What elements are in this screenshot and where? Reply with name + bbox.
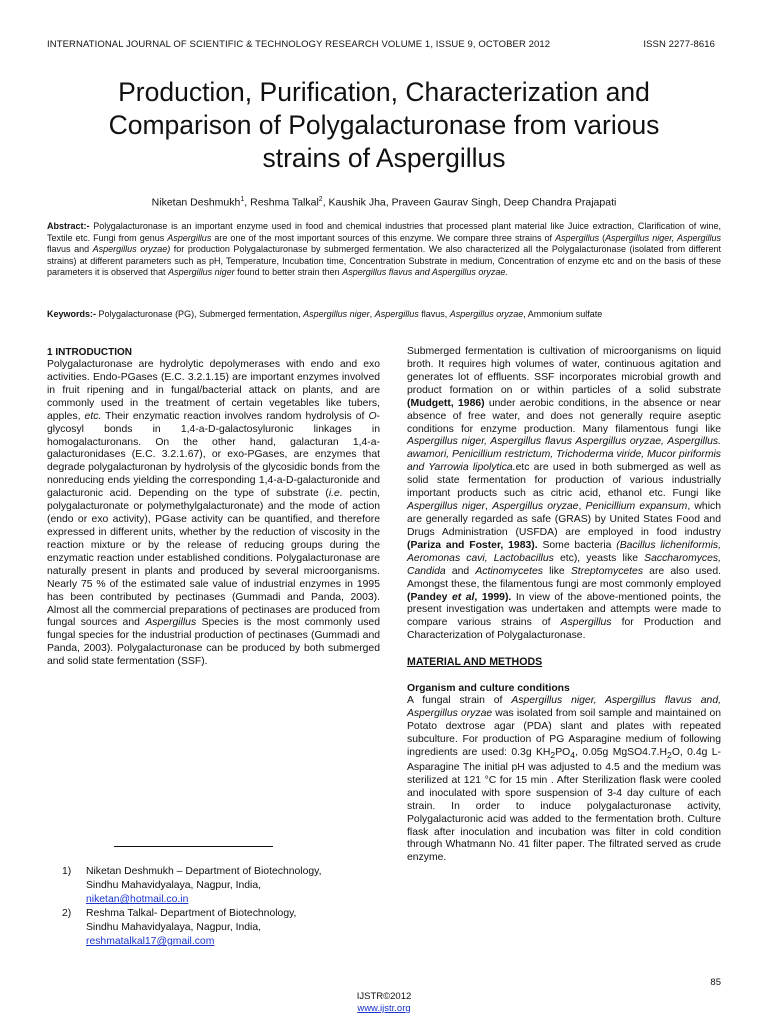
- keywords-label: Keywords:-: [47, 309, 97, 319]
- body-text: ,: [485, 501, 493, 513]
- citation: (Mudgett, 1986): [407, 397, 485, 409]
- citation-text: (Pandey: [407, 591, 452, 603]
- keywords-text: Aspergillus: [374, 309, 419, 319]
- body-text: Their enzymatic reaction involves random hydrolysis of: [101, 410, 369, 422]
- body-text: Aspergillus oryzae: [492, 501, 579, 513]
- body-text: was isolated from soil sample and maintained on Potato dextrose agar (PDA) slant and plates with repeated subculture. For production of PG Asparagine medium of following ingredients are used: 0.3g KH: [407, 708, 721, 758]
- right-column: [407, 346, 721, 865]
- author-sup: 1: [240, 196, 245, 203]
- abstract-text: Aspergillus oryzae): [92, 244, 171, 255]
- page-footer: [0, 991, 768, 1015]
- author-list: Niketan Deshmukh$^1$, Reshma Talkal$^2$, Kaushik Jha, Praveen Gaurav Singh, Deep Chandra Prajapati: [151, 196, 617, 209]
- subscript: 2: [666, 749, 672, 760]
- body-text: i.e.: [328, 488, 343, 500]
- body-text: and: [445, 565, 476, 577]
- journal-url-link[interactable]: www.ijstr.org: [357, 1003, 411, 1014]
- footnote: [62, 865, 382, 907]
- intro-paragraph-continued: [407, 346, 721, 643]
- title-line-1: Production, Purification, Characterization and: [118, 77, 650, 107]
- body-text: Streptomycetes: [570, 565, 644, 577]
- abstract-text: Polygalacturonase is an important enzyme used in food and chemical industries that processed plant material like Juice extraction, Clarification of wine, Textile etc. Fungi from genus: [47, 221, 721, 243]
- section-heading-methods: MATERIAL AND METHODS: [407, 656, 543, 669]
- body-text: under aerobic conditions, in the absence or near absence of free water, and does not generally require aseptic conditions for enzyme production. Many filamentous fungi like: [407, 397, 721, 435]
- affiliation-line: Niketan Deshmukh – Department of Biotechnology,: [86, 866, 322, 877]
- abstract-text: flavus and: [47, 244, 93, 255]
- author-sup: 2: [318, 196, 323, 203]
- abstract-text: Aspergillus: [555, 232, 600, 243]
- title-line-2: Comparison of Polygalacturonase from various: [108, 110, 660, 140]
- abstract-text: Aspergillus flavus and Aspergillus oryzae.: [342, 267, 508, 278]
- abstract-text: are one of the most important sources of this enzyme. We compare three strains of: [211, 232, 556, 243]
- running-header: [47, 39, 715, 53]
- body-text: Aspergillus niger, Aspergillus flavus Aspergillus oryzae, Aspergillus. awamori, Penicillium restrictum, Trichoderma viride, Mucor piriformis and Yarrowia lipolytica.: [407, 436, 721, 474]
- body-text: like: [542, 565, 571, 577]
- email-link[interactable]: reshmatalkal17@gmail.com: [86, 936, 215, 947]
- abstract-label: Abstract:-: [47, 221, 90, 231]
- issn: ISSN 2277-8616: [643, 39, 715, 50]
- body-text: -glycosyl bonds in 1,4-a-D-galactosyluronic linkages in homogalacturonans. On the other hand, galacturan 1,4-a-galacturonidases (E.C. 3.2.1.67), or exo-PGases, are enzymes that degrade polygalacturonan by hydrolysis of the glycosidic bonds from the nonreducing ends yielding the corresponding 1,4-a-D-galacturonide and galacturonic acid. Depending on the type of substrate (: [47, 410, 380, 500]
- body-text: , which are generally regarded as safe (GRAS) by United States Food and Drugs Administration (USFDA) are employed in food industry: [407, 501, 721, 538]
- title-line-3: strains of Aspergillus: [262, 143, 506, 173]
- footnote: [62, 907, 382, 949]
- footnote-text: [86, 907, 382, 949]
- body-text: Aspergillus niger: [407, 501, 486, 513]
- abstract-text: found to better strain then: [234, 267, 343, 278]
- author: Praveen Gaurav Singh: [391, 196, 498, 209]
- body-text: (Bacillus licheniformis, Aeromonas cavi, Lactobacillus: [407, 539, 721, 564]
- body-text: pectin, polygalacturonate or polymethylgalacturonate) and the mode of action (endo or exo activity), PGase activity can be quantified, and therefore expressed in different units, whether by the reduction of viscosity in the reaction mixture or by the release of reducing groups during the enzymatic reaction under established conditions. Polygalacturonase are naturally present in plants and produced by several microorganisms. Nearly 75 % of the estimated sale value of industrial enzymes in 1995 has been contributed by pectinases (Gummadi and Panda, 2003). Almost all the commercial preparations of pectinases are produced from fungal sources and: [47, 488, 380, 629]
- keywords-text: Aspergillus oryzae: [449, 309, 524, 319]
- body-text: Saccharomyces, Candida: [407, 552, 721, 577]
- keywords-text: Aspergillus niger: [303, 309, 370, 319]
- footnotes: [62, 865, 382, 949]
- abstract-text: Aspergillus niger, Aspergillus: [605, 232, 721, 243]
- copyright: IJSTR©2012: [356, 991, 412, 1002]
- citation: [407, 592, 511, 603]
- body-text: Some bacteria: [537, 539, 617, 551]
- body-text: Aspergillus: [560, 617, 612, 629]
- abstract: [47, 221, 721, 279]
- keywords-text: flavus,: [418, 309, 450, 319]
- body-text: etc are used in both submerged as well as solid state fermentation for production of various industrially important products such as citric acid, ethanol etc. Fungi like: [407, 462, 721, 500]
- author: Deep Chandra Prajapati: [503, 196, 617, 209]
- body-text: Submerged fermentation is cultivation of microorganisms on liquid broth. It requires high volumes of water, continuous agitation and generates lot of effluents. SSF incorporates microbial growth and product formation on or within particles of a solid substrate: [407, 346, 721, 396]
- keywords: [47, 309, 721, 321]
- abstract-text: Aspergillus niger: [168, 267, 235, 278]
- body-text: In view of the above-mentioned points, the present investigation was undertaken and attempts were made to compare various strains of: [407, 591, 721, 629]
- subscript: 2: [550, 749, 556, 760]
- body-text: ,: [578, 501, 586, 513]
- body-text: Aspergillus: [145, 617, 197, 629]
- intro-paragraph: [47, 359, 380, 669]
- keywords-text: , Ammonium sulfate: [523, 309, 603, 319]
- footnote-number: 1): [62, 866, 72, 877]
- paper-title: [40, 76, 728, 175]
- body-text: , 0.05g MgSO4.7.H: [575, 746, 667, 758]
- body-text: PO: [555, 746, 571, 758]
- abstract-text: (: [599, 232, 606, 243]
- keywords-text: ,: [369, 309, 375, 319]
- abstract-text: for production Polygalacturonase by submerged fermentation. We also characterized all the Polygalacturonase (isolated from different strains) at different parameters such as pH, Temperature, Incubation time, Concentration Substrate in medium, Concentration of enzyme etc and on the basis of these parameters it is observed that: [47, 244, 722, 278]
- left-column: [47, 346, 380, 669]
- subscript: 4: [570, 749, 576, 760]
- body-text: Species is the most commonly used fungal species for the industrial production of pectinases (Gummadi and Panda, 2003). Polygalacturonase can be produced by both submerged and solid state fermentation (SSF).: [47, 617, 380, 668]
- journal-name: INTERNATIONAL JOURNAL OF SCIENTIFIC & TECHNOLOGY RESEARCH VOLUME 1, ISSUE 9, OCTOBER 2012: [47, 39, 551, 50]
- affiliation-line: Sindhu Mahavidyalaya, Nagpur, India,: [86, 880, 262, 891]
- methods-paragraph: [407, 695, 721, 865]
- body-text: etc), yeasts like: [553, 552, 645, 564]
- footnote-text: [86, 865, 382, 907]
- footnote-number: 2): [62, 908, 72, 919]
- subsection-heading-organism: Organism and culture conditions: [407, 683, 570, 695]
- body-text: for Production and Characterization of Polygalacturonase.: [407, 617, 721, 642]
- footnote-divider: [114, 846, 273, 847]
- body-text: O: [368, 410, 377, 422]
- affiliation-line: Sindhu Mahavidyalaya, Nagpur, India,: [86, 922, 262, 933]
- body-text: Aspergillus niger, Aspergillus flavus and, Aspergillus oryzae: [407, 695, 721, 720]
- author: Niketan Deshmukh: [151, 196, 241, 209]
- body-text: A fungal strain of: [407, 695, 512, 707]
- body-text: are also used. Amongst these, the filamentous fungi are most commonly employed: [407, 565, 721, 590]
- citation-text: , 1999).: [474, 591, 512, 603]
- body-text: Actinomycetes: [475, 565, 543, 577]
- section-heading-introduction: 1 INTRODUCTION: [47, 347, 132, 358]
- citation-text: et al: [451, 591, 475, 603]
- keywords-text: Polygalacturonase (PG), Submerged fermentation,: [96, 309, 304, 319]
- body-text: O, 0.4g L- Asparagine The initial pH was adjusted to 4.5 and the medium was sterilized at 121 °C for 15 min . After Sterilization flask were cooled and inoculated with spore suspension of 3-4 day culture of each strain. In order to induce polygalacturonase activity, Polygalacturonic acid was added to the fermentation broth. Culture flask after inoculation and incubation was filter in cold condition through Whatmann No. 41 filter paper. The filtrated served as crude enzyme.: [407, 746, 721, 864]
- citation: (Pariza and Foster, 1983).: [407, 539, 538, 551]
- body-text: Polygalacturonase are hydrolytic depolymerases with endo and exo activities. Endo-PGases (E.C. 3.2.1.15) are important enzymes involved in fruit ripening and in fungal/bacterial attack on plants, and are commonly used in the treatment of certain vegetables like tubers, apples,: [47, 359, 380, 422]
- email-link[interactable]: niketan@hotmail.co.in: [86, 894, 189, 905]
- body-text: etc.: [84, 410, 102, 422]
- body-text: Penicillium expansum: [585, 501, 688, 513]
- author: Reshma Talkal: [250, 196, 319, 209]
- page-number: 85: [710, 977, 721, 988]
- author: Kaushik Jha: [328, 196, 386, 209]
- abstract-text: Aspergillus: [167, 232, 212, 243]
- affiliation-line: Reshma Talkal- Department of Biotechnology,: [86, 908, 297, 919]
